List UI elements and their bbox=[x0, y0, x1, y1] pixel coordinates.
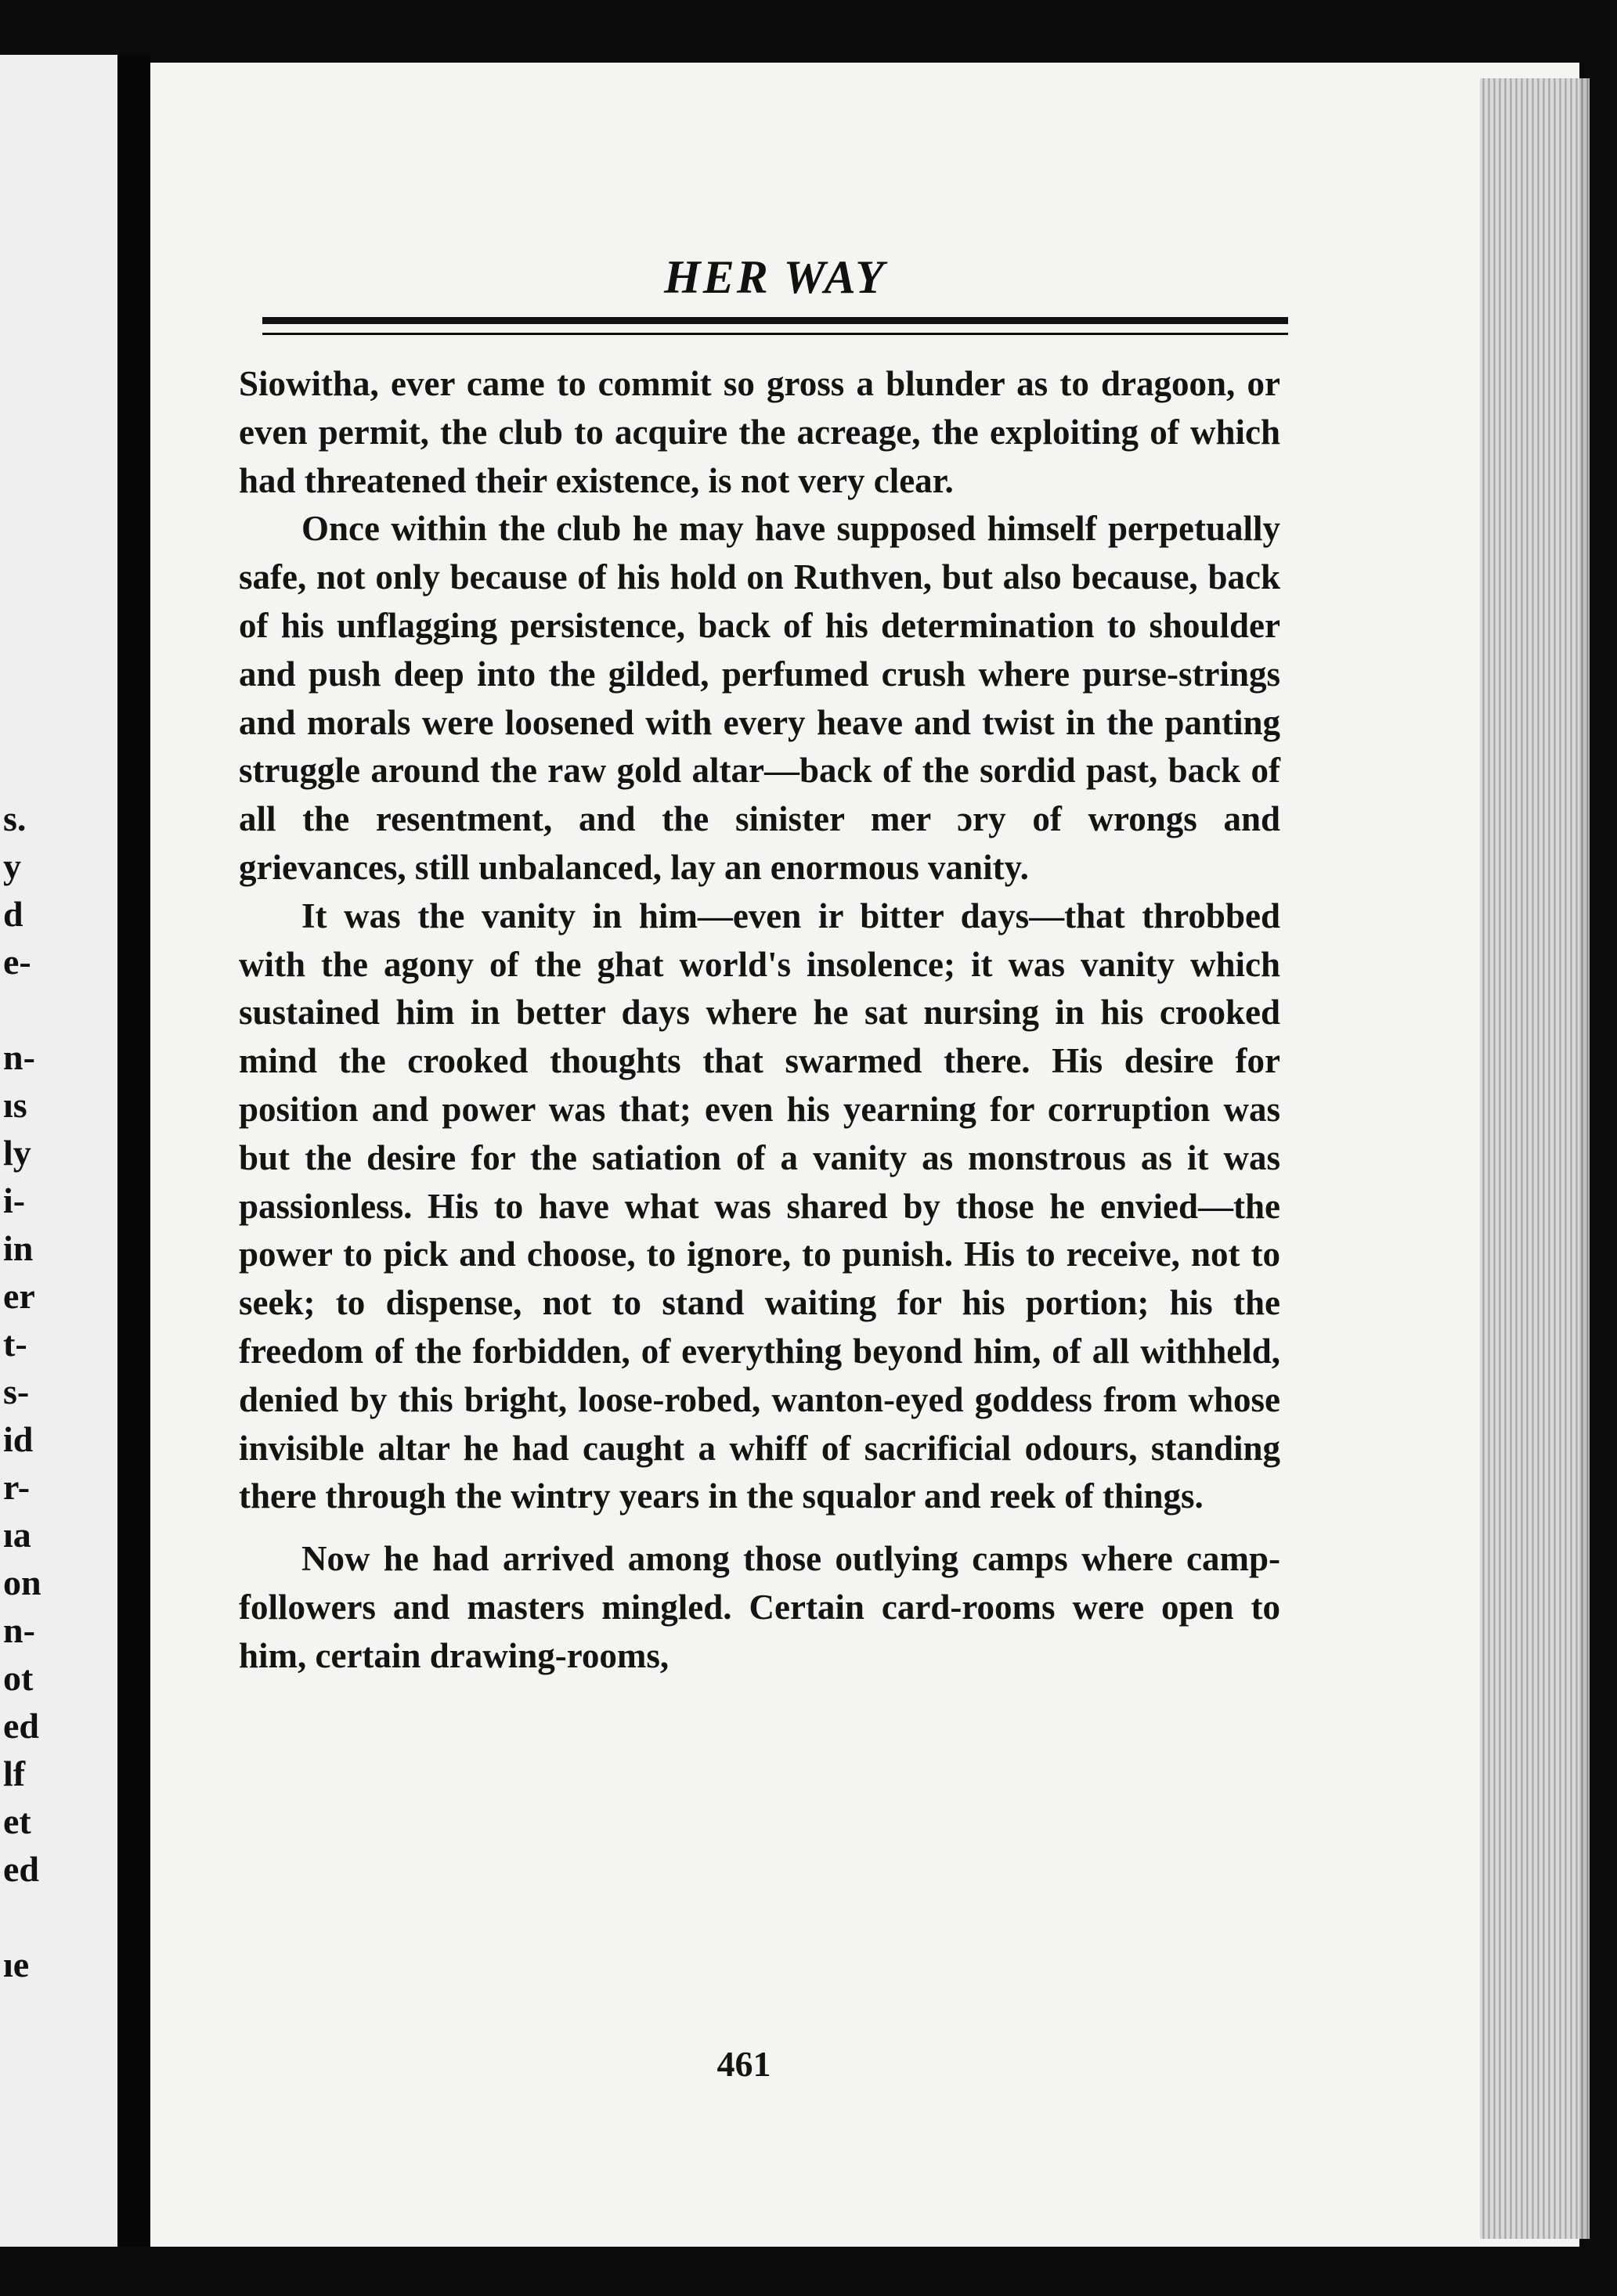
page-stack-edges bbox=[1480, 78, 1590, 2239]
facing-page-line-fragment: ed bbox=[3, 1849, 39, 1889]
facing-page-line-fragment: i- bbox=[3, 1180, 26, 1220]
facing-page-line-fragment: ıa bbox=[3, 1515, 31, 1555]
facing-page-line-fragment: er bbox=[3, 1276, 35, 1316]
paragraph-4: Now he had arrived among those outlying camps where camp-followers and masters mingled. Certain card-rooms were open to him, certain drawing-rooms, bbox=[239, 1539, 1280, 1675]
facing-page-line-fragment: ly bbox=[3, 1133, 31, 1173]
paragraph-2: Once within the club he may have supposed himself perpetually safe, not only because of his hold on Ruthven, but also because, back of his unflagging persistence, back of his determination to shoulder and push deep into the gilded, perfumed crush where purse-strings and morals were loosened with every heave and twist in the panting struggle around the raw gold altar—back of the sordid past, back of all the resentment, and the sinister mer ɔry of wrongs and grievances, still unbalanced, lay an enormous vanity. bbox=[239, 509, 1280, 887]
facing-page-line-fragment: id bbox=[3, 1419, 34, 1459]
facing-page-line-fragment: r- bbox=[3, 1467, 31, 1507]
facing-page-line-fragment: s. bbox=[3, 798, 27, 838]
facing-page-line-fragment bbox=[0, 986, 117, 1033]
facing-page-line-fragment: in bbox=[3, 1228, 34, 1268]
facing-page-line-fragment: e- bbox=[3, 942, 31, 982]
facing-page-line-fragment: ıe bbox=[3, 1945, 30, 1984]
facing-page-line-fragment bbox=[0, 1893, 117, 1941]
book-gutter bbox=[117, 55, 150, 2247]
facing-page-line-fragment: ed bbox=[3, 1706, 39, 1746]
header-rule-thick bbox=[262, 317, 1288, 324]
paragraph-3: It was the vanity in him—even ir bitter days—that throbbed with the agony of the ghat world's insolence; it was vanity which sustained him in better days where he sat nursing in his crooked mind the crooked thoughts that swarmed there. His desire for position and power was that; even his yearning for corruption was but the desire for the satiation of a vanity as monstrous as it was passionless. His to have what was shared by those he envied—the power to pick and choose, to ignore, to punish. His to receive, not to seek; to dispense, not to stand waiting for his portion; his the freedom of the forbidden, of everything beyond him, of all withheld, denied by this bright, loose-robed, wanton-eyed goddess from whose invisible altar he had caught a whiff of sacrificial odours, standing there through the wintry years in the squalor and reek of things. bbox=[239, 896, 1280, 1516]
paragraph-1: Siowitha, ever came to commit so gross a blunder as to dragoon, or even permit, the club to acquire the acreage, the exploiting of which had threatened their existence, is not very clear. bbox=[239, 364, 1280, 500]
page-body-text bbox=[239, 360, 1280, 1681]
facing-page-line-fragment: et bbox=[3, 1801, 31, 1841]
facing-page-line-fragment: n- bbox=[3, 1610, 35, 1650]
facing-page-text-fragments bbox=[0, 795, 117, 1988]
page-number: 461 bbox=[716, 2044, 771, 2084]
facing-page-line-fragment: t- bbox=[3, 1324, 27, 1364]
facing-page-left bbox=[0, 55, 117, 2247]
running-header-title: HER WAY bbox=[664, 251, 886, 303]
facing-page-line-fragment: y bbox=[3, 846, 21, 886]
facing-page-line-fragment: ıs bbox=[3, 1085, 27, 1125]
facing-page-line-fragment: s- bbox=[3, 1371, 30, 1411]
header-rule-thin bbox=[262, 333, 1288, 335]
facing-page-line-fragment: d bbox=[3, 894, 23, 934]
facing-page-line-fragment: ot bbox=[3, 1658, 34, 1698]
facing-page-line-fragment: n- bbox=[3, 1037, 35, 1077]
facing-page-line-fragment: on bbox=[3, 1563, 42, 1602]
facing-page-line-fragment: lf bbox=[3, 1754, 26, 1793]
